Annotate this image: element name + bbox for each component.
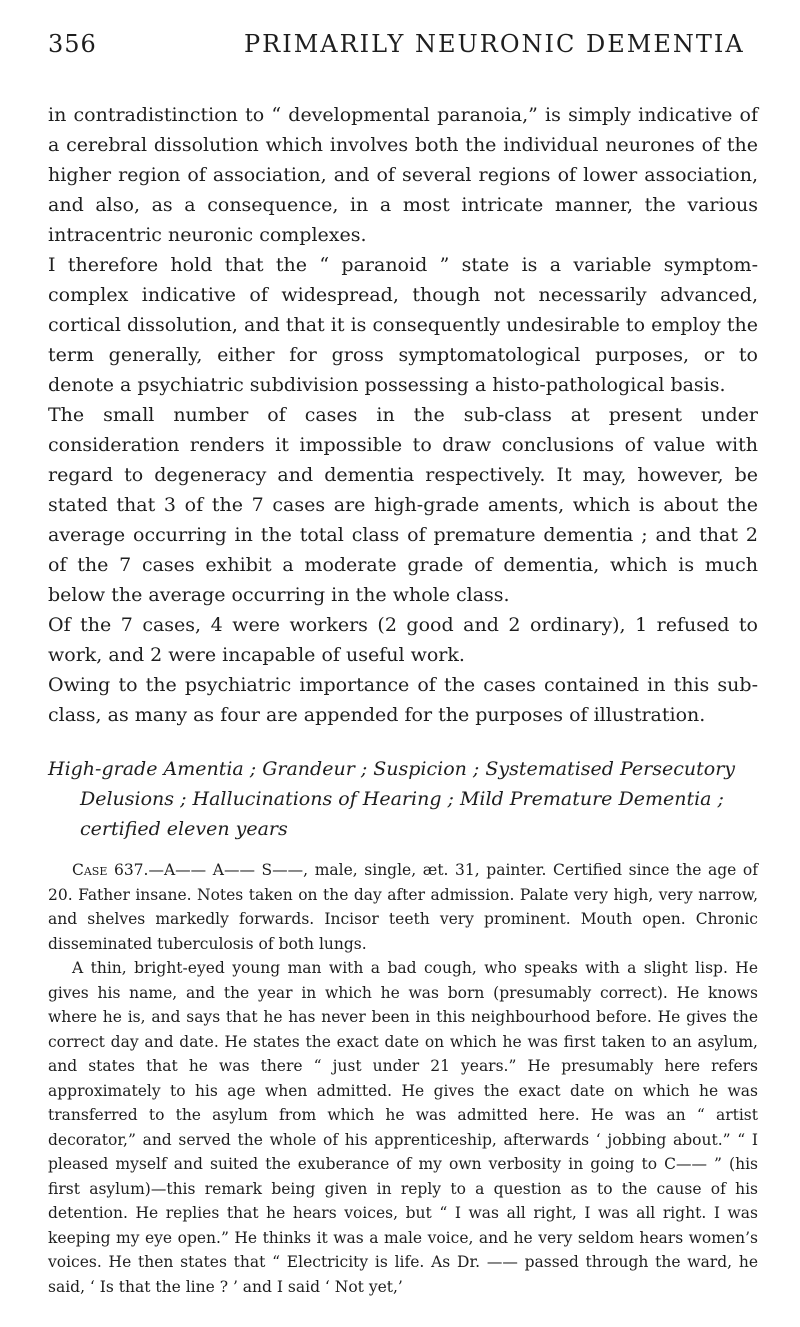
body-text — [48, 100, 758, 730]
case-first-paragraph: —A—— A—— S——, male, single, æt. 31, painter. Certified since the age of 20. Father insane. Notes taken on the day after admission. Palate very high, very narrow, and shelves markedly forwards. Incisor teeth very prominent. Mouth open. Chronic disseminated tuberculosis of both lungs. — [48, 861, 758, 953]
case-report — [48, 858, 758, 1299]
paragraph: The small number of cases in the sub-class at present under consideration renders it impossible to draw conclusions of value with regard to degeneracy and dementia respectively. It may, however, be stated that 3 of the 7 cases are high-grade aments, which is about the average occurring in the total class of premature dementia ; and that 2 of the 7 cases exhibit a moderate grade of dementia, which is much below the average occurring in the whole class. — [48, 404, 758, 606]
page-number: 356 — [48, 30, 97, 58]
paragraph: in contradistinction to “ developmental paranoia,” is simply indicative of a cerebral dissolution which involves both the individual neurones of the higher region of association, and of several regions of lower association, and also, as a consequence, in a most intricate manner, the various intracentric neuronic complexes. — [48, 104, 758, 246]
case-paragraph — [48, 858, 758, 956]
paragraph: Of the 7 cases, 4 were workers (2 good and 2 ordinary), 1 refused to work, and 2 were incapable of useful work. — [48, 614, 758, 666]
case-label: Case 637. — [72, 861, 149, 879]
running-head: PRIMARILY NEURONIC DEMENTIA — [244, 30, 745, 58]
section-heading: High-grade Amentia ; Grandeur ; Suspicion ; Systematised Persecutory Delusions ; Hallucinations of Hearing ; Mild Premature Dementia ; certified eleven years — [48, 758, 736, 840]
paragraph: Owing to the psychiatric importance of the cases contained in this sub-class, as many as four are appended for the purposes of illustration. — [48, 674, 758, 726]
book-page — [48, 16, 758, 1299]
case-paragraph: A thin, bright-eyed young man with a bad cough, who speaks with a slight lisp. He gives his name, and the year in which he was born (presumably correct). He knows where he is, and says that he has never been in this neighbourhood before. He gives the correct day and date. He states the exact date on which he was first taken to an asylum, and states that he was there “ just under 21 years.” He presumably here refers approximately to his age when admitted. He gives the exact date on which he was transferred to the asylum from which he was admitted here. He was an “ artist decorator,” and served the whole of his apprenticeship, afterwards ‘ jobbing about.” “ I pleased myself and suited the exuberance of my own verbosity in going to C—— ” (his first asylum)—this remark being given in reply to a question as to the cause of his detention. He replies that he hears voices, but “ I was all right, I was all right. I was keeping my eye open.” He thinks it was a male voice, and he very seldom hears women’s voices. He then states that “ Electricity is life. As Dr. —— passed through the ward, he said, ‘ Is that the line ? ’ and I said ‘ Not yet,’ — [48, 959, 758, 1296]
page-header — [48, 16, 758, 60]
paragraph: I therefore hold that the “ paranoid ” state is a variable symptom-complex indicative of widespread, though not necessarily advanced, cortical dissolution, and that it is consequently undesirable to employ the term generally, either for gross symptomatological purposes, or to denote a psychiatric subdivision possessing a histo-pathological basis. — [48, 254, 758, 396]
